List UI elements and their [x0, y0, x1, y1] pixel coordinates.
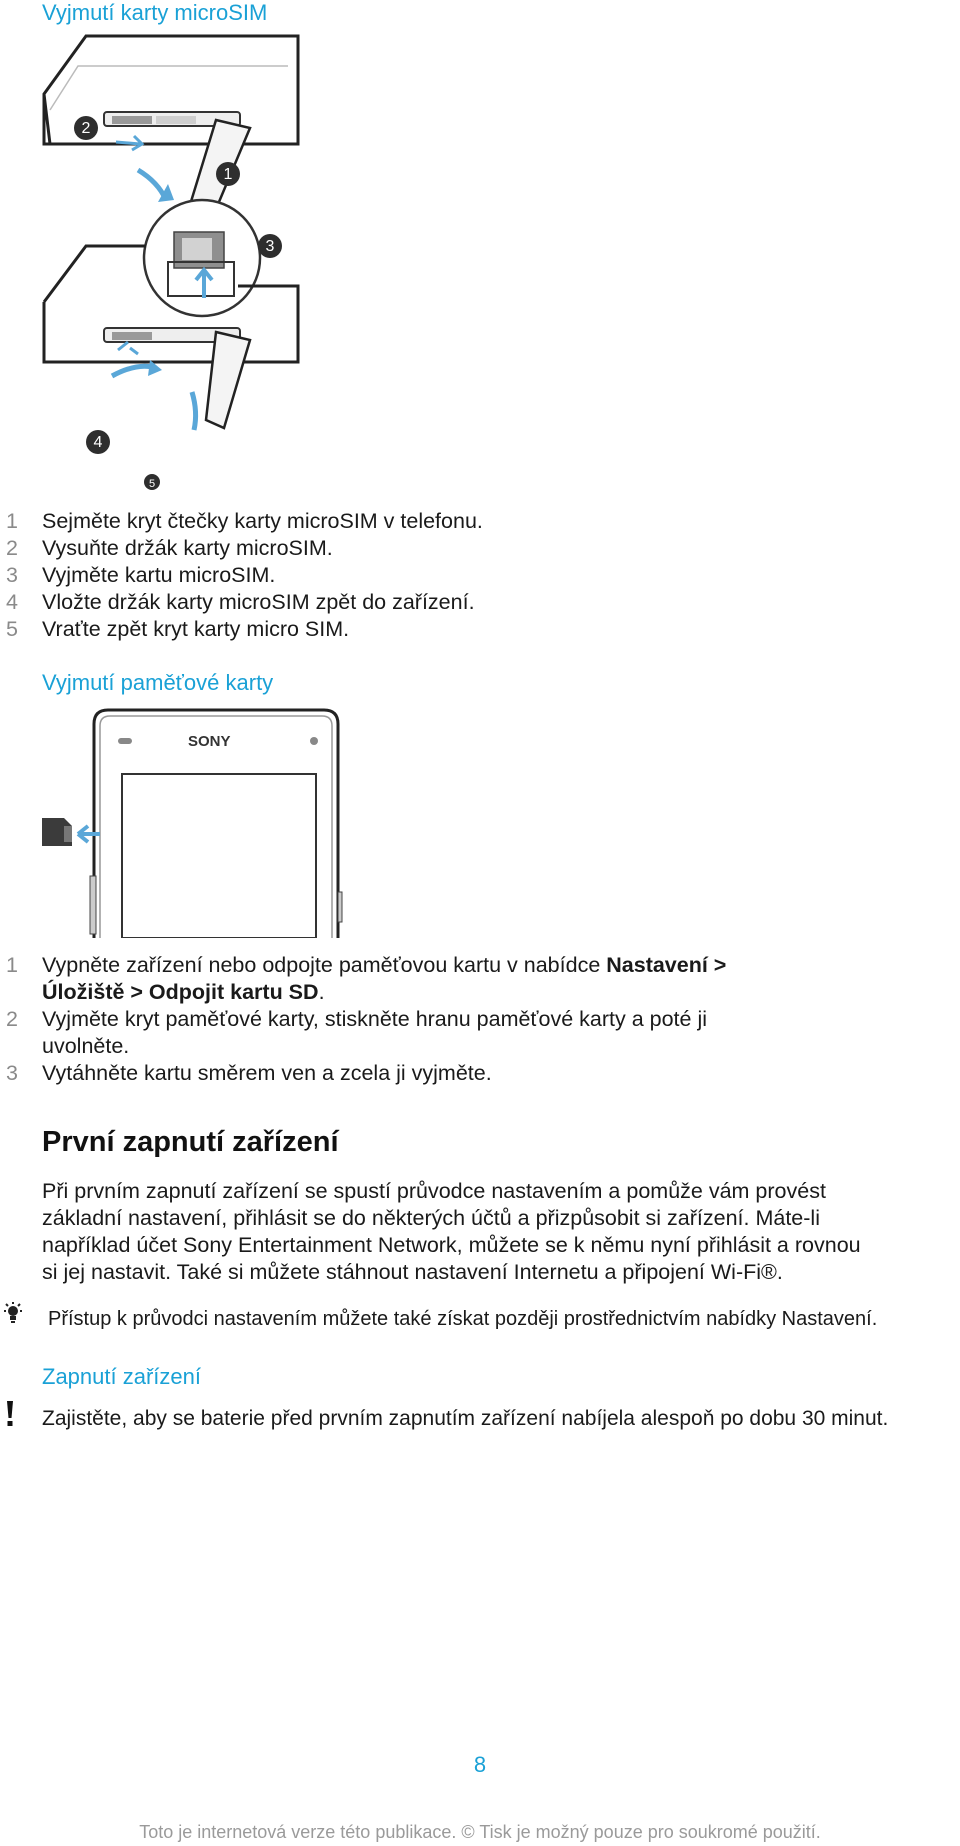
list-item [0, 508, 483, 535]
svg-text:1: 1 [223, 166, 233, 183]
svg-text:5: 5 [148, 478, 156, 490]
first-start-heading: První zapnutí zařízení [42, 1126, 339, 1158]
paragraph-line: si jej nastavit. Také si můžete stáhnout nastavení Internetu a připojení Wi-Fi®. [42, 1260, 783, 1284]
microsim-removal-diagram [38, 32, 308, 492]
list-item [0, 1060, 726, 1087]
first-start-paragraph [42, 1178, 960, 1286]
callout-2 [74, 116, 98, 140]
list-item [0, 1006, 726, 1060]
setup-guide-tip: Přístup k průvodci nastavením můžete také získat později prostřednictvím nabídky Nastavení. [48, 1308, 878, 1330]
paragraph-line: Při prvním zapnutí zařízení se spustí průvodce nastavením a pomůže vám provést [42, 1179, 826, 1203]
list-item [0, 562, 483, 589]
microsim-tray-icon [112, 116, 152, 124]
memory-card-steps-list [0, 952, 726, 1087]
page-number: 8 [473, 1752, 487, 1777]
step-number: 4 [6, 590, 18, 614]
microsim-card-zoom [144, 200, 260, 316]
settings-menu-path: Nastavení > [606, 953, 727, 977]
step-text: Vysuňte držák karty microSIM. [42, 536, 333, 560]
microsim-section-title: Vyjmutí karty microSIM [42, 0, 268, 25]
storage-unmount-path: Úložiště > Odpojit kartu SD [42, 980, 319, 1004]
step-text: Vypněte zařízení nebo odpojte paměťovou kartu v nabídce [42, 953, 607, 977]
step-text: Vyjměte kartu microSIM. [42, 563, 276, 587]
sony-phone-front-illustration [90, 710, 342, 938]
sony-logo-text: SONY [188, 733, 231, 750]
memory-card-section-title: Vyjmutí paměťové karty [42, 670, 274, 695]
lightbulb-icon [2, 1302, 24, 1324]
exclamation-icon [4, 1400, 16, 1428]
svg-text:3: 3 [265, 238, 275, 255]
battery-warning: Zajistěte, aby se baterie před prvním zapnutím zařízení nabíjela alespoň po dobu 30 minut. [42, 1407, 889, 1430]
callout-1 [216, 162, 240, 186]
memory-card-icon [42, 818, 72, 846]
step-text: Vytáhněte kartu směrem ven a zcela ji vyjměte. [42, 1061, 492, 1085]
paragraph-line: základní nastavení, přihlásit se do některých účtů a přizpůsobit si zařízení. Máte-li [42, 1206, 820, 1230]
list-item [0, 535, 483, 562]
step-number: 1 [6, 509, 18, 533]
step-text: Vložte držák karty microSIM zpět do zařízení. [42, 590, 475, 614]
step-number: 3 [6, 1061, 18, 1085]
svg-text:2: 2 [81, 120, 91, 137]
callout-4 [86, 430, 110, 454]
step-number: 2 [6, 1007, 18, 1031]
step-text: Sejměte kryt čtečky karty microSIM v telefonu. [42, 509, 483, 533]
step-number: 3 [6, 563, 18, 587]
page-footer: Toto je internetová verze této publikace. © Tisk je možný pouze pro soukromé použití. [139, 1822, 821, 1842]
microsim-steps-list [0, 508, 483, 643]
callout-5 [144, 474, 160, 490]
memory-card-removal-diagram [38, 706, 348, 938]
step-number: 5 [6, 617, 18, 641]
callout-3 [258, 234, 282, 258]
paragraph-line: například účet Sony Entertainment Network, můžete se k němu nyní přihlásit a rovnou [42, 1233, 861, 1257]
power-on-section-title: Zapnutí zařízení [42, 1364, 201, 1389]
step-text-continued: uvolněte. [42, 1034, 130, 1058]
step-text: Vraťte zpět kryt karty micro SIM. [42, 617, 350, 641]
step-number: 2 [6, 536, 18, 560]
svg-text:4: 4 [93, 434, 103, 451]
step-text-end: . [318, 980, 325, 1004]
list-item [0, 616, 483, 643]
step-text: Vyjměte kryt paměťové karty, stiskněte hranu paměťové karty a poté ji [42, 1007, 707, 1031]
list-item [0, 589, 483, 616]
step-number: 1 [6, 953, 18, 977]
list-item [0, 952, 726, 1006]
